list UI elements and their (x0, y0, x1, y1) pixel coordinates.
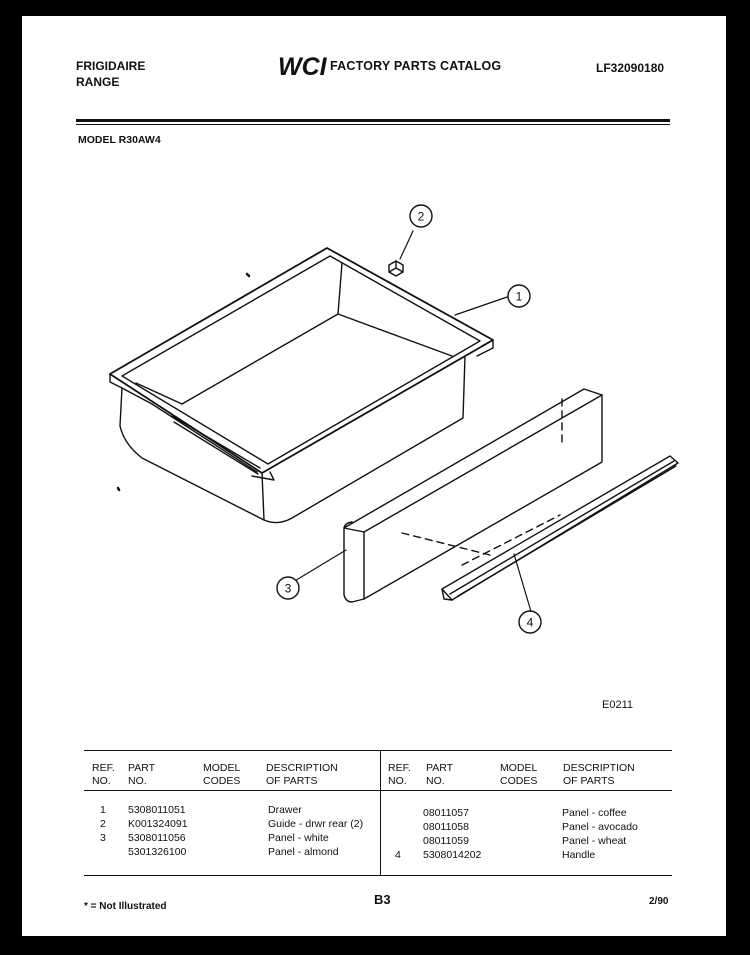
table-row (395, 806, 401, 820)
part-description: Panel - avocado (562, 821, 638, 833)
table-row: 3 (100, 832, 106, 844)
table-row (100, 845, 106, 859)
model-label: MODEL R30AW4 (78, 134, 161, 146)
table-divider (380, 750, 381, 875)
svg-text:2: 2 (417, 209, 425, 224)
table-bottom-rule (84, 875, 672, 876)
catalog-code: LF32090180 (596, 61, 665, 75)
header-rule (76, 119, 670, 122)
left-part-column (128, 803, 188, 859)
left-desc-column (268, 803, 363, 859)
part-number: 5308011056 (128, 832, 186, 844)
revision-date: 2/90 (649, 896, 669, 907)
part-description: Panel - white (268, 832, 329, 844)
part-number: 5308014202 (423, 849, 482, 861)
header-model-codes: MODEL CODES (203, 762, 241, 787)
part-description: Handle (562, 849, 596, 861)
table-row: 4 (395, 849, 401, 861)
part-number: 5308011051 (128, 804, 186, 816)
table-row (395, 820, 401, 834)
part-description: Panel - wheat (562, 835, 627, 847)
part-number: 5301326100 (128, 846, 187, 858)
callout-1 (508, 285, 530, 307)
callout-4 (519, 611, 541, 633)
drawer-guide-part (389, 261, 403, 276)
drawer-panel-part (344, 389, 602, 602)
callout-2 (410, 205, 432, 227)
brand-name: FRIGIDAIRE (76, 59, 146, 73)
header-part-no: PART NO. (128, 762, 156, 787)
svg-text:1: 1 (515, 289, 523, 304)
header-description: DESCRIPTION OF PARTS (266, 762, 338, 787)
part-number: K001324091 (128, 818, 188, 830)
header-model-codes-right: MODEL CODES (500, 762, 538, 787)
callout-3 (277, 577, 299, 599)
part-number: 08011057 (423, 807, 469, 819)
not-illustrated-note: * = Not Illustrated (84, 901, 167, 912)
right-desc-column (562, 806, 638, 862)
table-row (395, 834, 401, 848)
page-number: B3 (374, 892, 391, 907)
header-rule-thin (76, 124, 670, 125)
part-description: Drawer (268, 804, 302, 816)
header-part-no-right: PART NO. (426, 762, 454, 787)
catalog-title: FACTORY PARTS CATALOG (330, 59, 502, 73)
product-type: RANGE (76, 75, 120, 89)
table-top-rule (84, 750, 672, 751)
handle-part (442, 456, 678, 600)
figure-number: E0211 (602, 699, 633, 711)
svg-text:4: 4 (526, 615, 534, 630)
wci-logo (277, 52, 329, 80)
right-part-column (423, 806, 481, 862)
header-ref-no: REF. NO. (92, 762, 115, 787)
part-description: Guide - drwr rear (2) (268, 818, 364, 830)
header-description-right: DESCRIPTION OF PARTS (563, 762, 635, 787)
table-row: 2 (100, 818, 106, 830)
svg-text:3: 3 (284, 581, 292, 596)
drawer-part (110, 248, 493, 523)
part-description: Panel - coffee (562, 807, 627, 819)
left-ref-column (100, 803, 106, 859)
table-header-rule (84, 790, 672, 791)
part-number: 08011059 (423, 835, 469, 847)
parts-diagram (82, 176, 682, 656)
part-description: Panel - almond (268, 846, 339, 858)
part-number: 08011058 (423, 821, 469, 833)
right-ref-column (395, 806, 401, 862)
table-row: 1 (100, 804, 106, 816)
svg-text:WCI: WCI (278, 53, 327, 80)
catalog-page (22, 16, 726, 936)
header-ref-no-right: REF. NO. (388, 762, 411, 787)
